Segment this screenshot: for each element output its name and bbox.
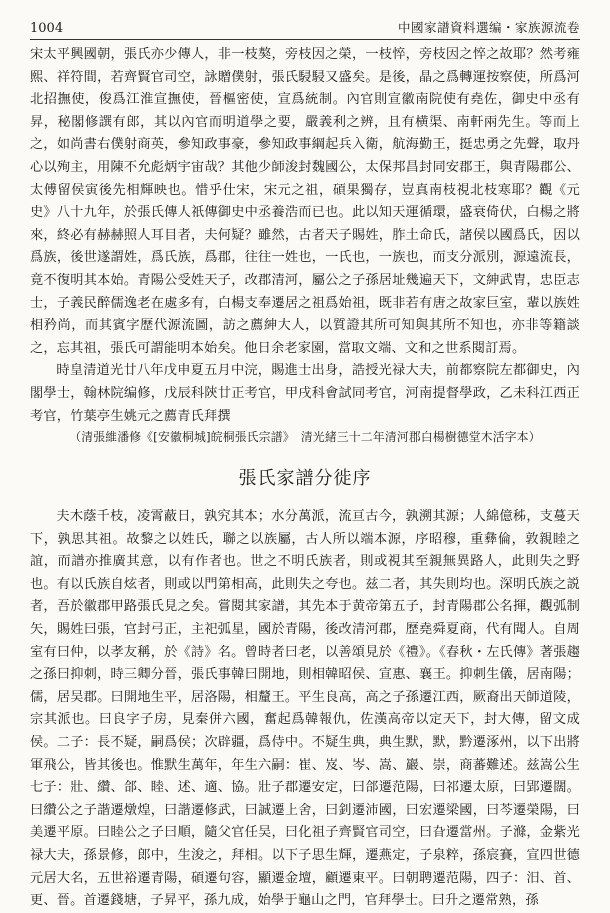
- page-number: 1004: [30, 21, 64, 36]
- section-title: 張氏家譜分徙序: [238, 468, 372, 489]
- source-caption: （清張維潘修《[安徽桐城]皖桐張氏宗譜》 清光緒三十二年清河郡白楊樹德堂木活字本）: [69, 430, 541, 444]
- preface-signature-paragraph: 時皇清道光廿八年戊申夏五月中浣，賜進士出身，誥授光禄大夫，前都察院左都御史，內閣學士，翰林院编修，戊辰科陝廿正考官，甲戌科會試同考官，河南提督學政，乙未科江西正考官，竹葉亭生姚元之薦青氏拜撰: [30, 363, 580, 424]
- section-paragraph: 夫木蔭千枝，凌霄蔽日，孰究其本；水分萬派，流亘古今，孰溯其源；人綿億秭，支蔓天下，孰思其祖。故黎之以姓氏，聯之以族屬，古人所以端本源，序昭穆，重彝倫，敦親睦之誼，而譜亦推廣其意，以有作者也。世之不明氏族者，則或視其至親無異路人，此則失之野也。有以氏族自炫者，則或以門第相高，此則失之夸也。兹二者，其失則均也。深明氏族之説者，吾於徽郡甲路張氏見之矣。嘗閱其家譜，其先本于黄帝第五子，封青陽郡公名揮，觀弧制矢，賜姓曰張，官封弓正，主祀弧星，國於青陽，後改清河郡，歷堯舜夏商，代有聞人。自周室有曰仲，以孝友稱，於《詩》名。曾時者曰老，以善頌見於《禮》。《春秋・左氏傳》著張趨之孫曰抑刺，時三卿分晉，張氏事韓曰開地，則相韓昭侯、宣惠、襄王。抑刺生儀，居南陽；儒，居吴郡。曰開地生平，居洛陽，相釐王。平生良高，高之子孫遷江西，厥裔出天師道陵，宗其派也。曰良字子房，見秦併六國，奮起爲韓報仇，佐漢高帝以定天下，封大傳，留文成侯。二子：長不疑，嗣爲侯；次辟疆，爲侍中。不疑生典，典生默，默，黔遷涿州，以下出將軍飛公，皆其後也。惟默生萬年，年生六嗣：崔、岌、岑、嵩、巖、崇，商蕃難述。兹嵩公生七子：壯、纘、郃、睦、述、適、協。壯子郡遷安定，曰郃遷范陽，曰祁遷太原，曰郢遷闊。曰纘公之子諧遷燉煌，曰諧遷修武，曰誠遷上舍，曰釗遷沛國，曰宏遷梁國，曰芩遷榮陽，曰美遷平原。曰睦公之子曰順，隨父官任吴，曰化祖子齊賢官司空，曰旮遷當州。子滌，金紫光禄大夫，孫景修，郎中，生浚之，拜相。以下子思生輝，遷燕定，子泉粹，孫宸賽，宣四世德元居大名，五世裕遷青陽，碩遷句容，顯遷金壇，顧遷東平。曰朝聘遷范陽，四子：汨、首、更、晉。首遷錢塘，子昇平，孫九成，始學于龜山之門，官拜學士。曰升之遷常熟，孫: [30, 509, 580, 909]
- page-header: [30, 14, 580, 40]
- preface-paragraph: 宋太平興國朝，張氏亦少傳人，非一枝獒，旁枝因之榮，一枝悴，旁枝因之悴之故耶？然考雍熙、祥符間，若齊賢官司空，詠贈僕射，張氏駸駸又盛矣。是後，晶之爲轉運按察使，所爲河北招撫使，俊爲江淮宣撫使，晉樞密使，宣爲統制。內官則宣徽南院使有堯佐，御史中丞有昇，秘閣修譔有郎，其以內官而明道學之要，嚴義利之辨，且有横渠、南軒兩先生。等而上之，如尚書右僕射商英，參知政事豪，參知政事綱起兵入衛，航海勤王，挺忠勇之先聲，取丹心以殉主，用陳不允彪炳宇宙哉？其他少師浚封魏國公，太保邦昌封同安郡王，與青陽郡公、太傅留侯寅後先相輝映也。惜乎仕宋，宋元之祖，碩果獨存，豈真南枝視北枝寒耶？觀《元史》八十九年，於張氏傳人祇傳御史中丞養浩而已也。此以知天運循環，盛衰倚伏，白楊之將來，終必有赫赫照人耳目者，夫何疑？雖然，古者天子賜姓，胙土命氏，諸侯以國爲氏，因以爲族，後世遂謂姓，爲氏族，爲郡，往往一姓也，一氏也，一族也，而支分派別，源遠流長，竟不復明其本始。青陽公受姓天子，改郡清河，屬公之子孫居址幾遍天下，文紳武胄，忠臣志士，子義民醉儒逸老在處多有，白楊支奉遷居之祖爲始祖，既非若有唐之故家巨室，輩以族姓相矜尚，而其賓字歷代源流圖，訪之薦紳大人，以質證其所可知與其所不知也，亦非等籍談之，忘其祖，張氏可謂能明本始矣。他日余老家園，當取文端、文和之世系閱訂焉。: [30, 47, 580, 356]
- section-body: [30, 506, 580, 913]
- running-title: 中國家譜資料選编・家族源流卷: [397, 20, 580, 35]
- preface-body: [30, 44, 580, 428]
